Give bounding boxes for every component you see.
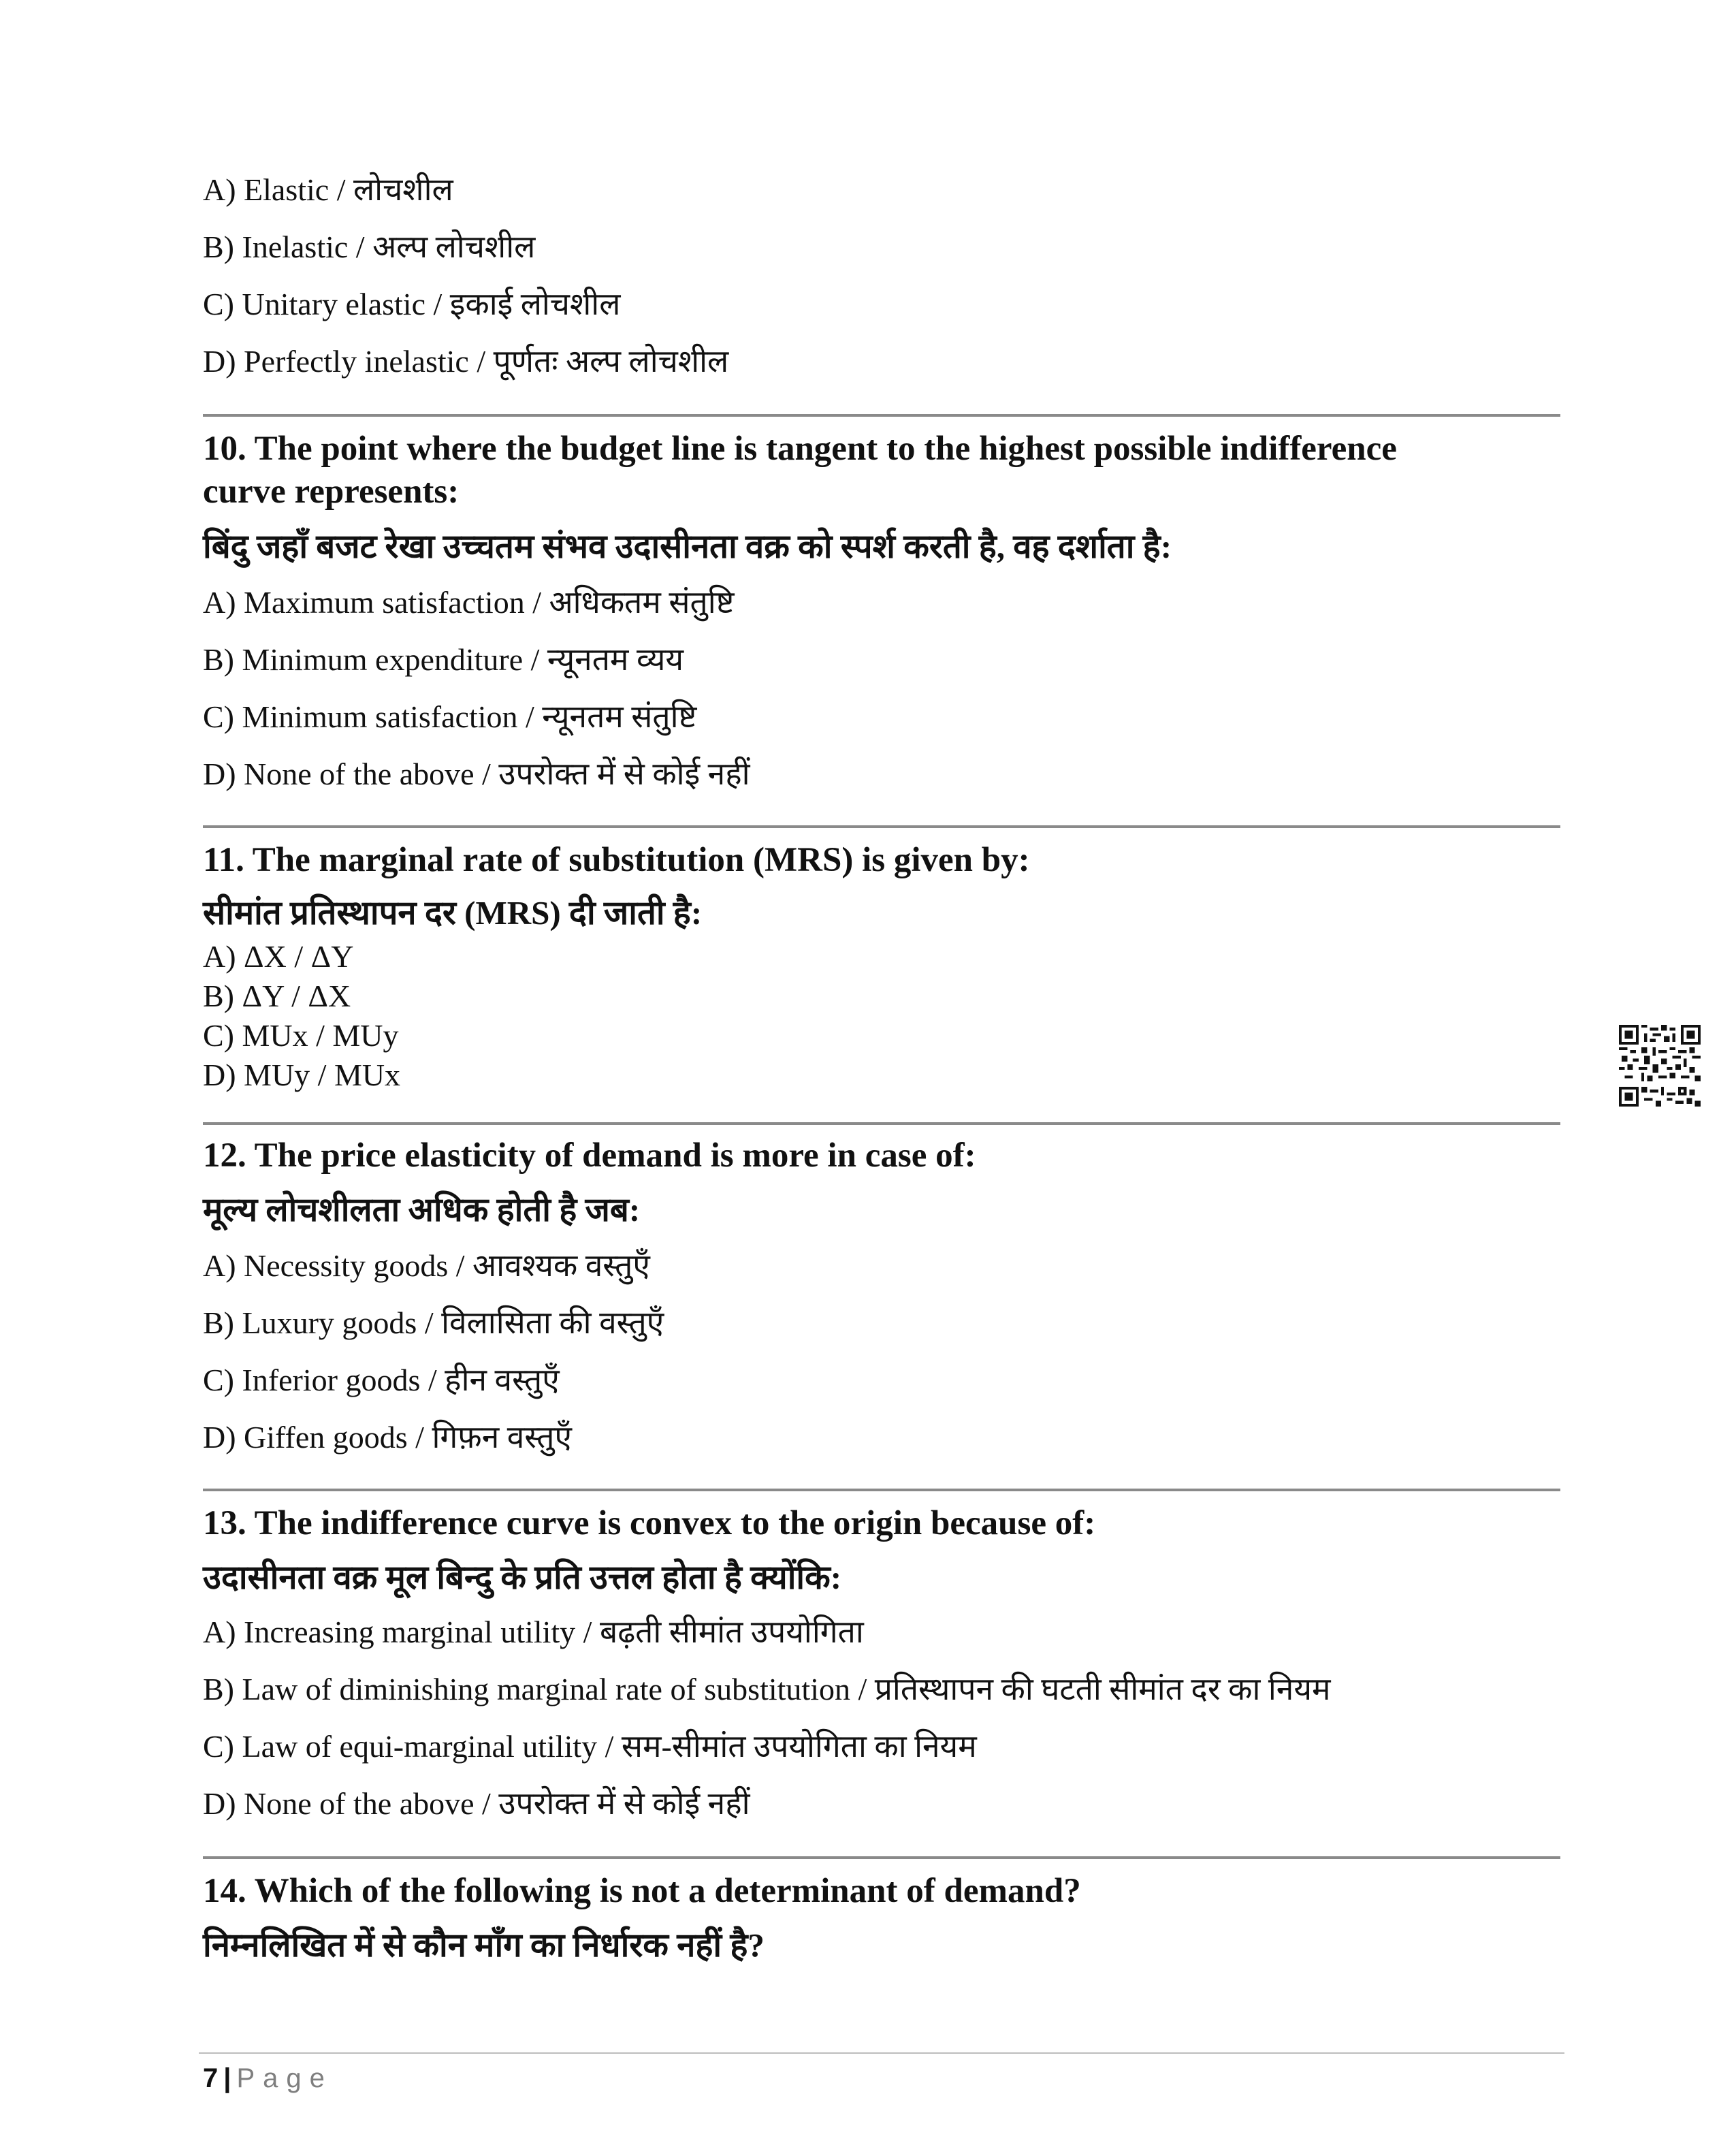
q10-option-b: B) Minimum expenditure / न्यूनतम व्यय — [203, 642, 684, 677]
q13-option-d: D) None of the above / उपरोक्त में से कोई नहीं — [203, 1786, 750, 1821]
q9-option-b: B) Inelastic / अल्प लोचशील — [203, 229, 536, 264]
q9-option-a: A) Elastic / लोचशील — [203, 172, 453, 207]
question-divider — [203, 1856, 1560, 1859]
q11-option-d: D) MUy / MUx — [203, 1058, 401, 1092]
page-label: Page — [236, 2063, 333, 2093]
question-divider — [203, 1489, 1560, 1491]
footer-separator: | — [223, 2063, 231, 2093]
page-number: 7 — [203, 2063, 219, 2093]
q10-title-line1: 10. The point where the budget line is tangent to the highest possible indifference — [203, 430, 1397, 468]
q10-option-a: A) Maximum satisfaction / अधिकतम संतुष्टि — [203, 585, 735, 620]
q9-option-d: D) Perfectly inelastic / पूर्णतः अल्प लोचशील — [203, 344, 729, 379]
qr-code-icon — [1619, 1025, 1701, 1107]
q12-option-a: A) Necessity goods / आवश्यक वस्तुएँ — [203, 1248, 650, 1283]
question-divider — [203, 825, 1560, 828]
q13-option-a: A) Increasing marginal utility / बढ़ती सीमांत उपयोगिता — [203, 1615, 864, 1649]
footer-divider — [199, 2052, 1564, 2054]
q13-title: 13. The indifference curve is convex to the origin because of: — [203, 1504, 1096, 1542]
q11-option-a: A) ΔX / ΔY — [203, 939, 354, 974]
q12-option-b: B) Luxury goods / विलासिता की वस्तुएँ — [203, 1305, 664, 1340]
q12-hindi: मूल्य लोचशीलता अधिक होती है जब: — [203, 1191, 641, 1228]
q13-option-b: B) Law of diminishing marginal rate of substitution / प्रतिस्थापन की घटती सीमांत दर का नियम — [203, 1672, 1331, 1706]
q10-option-d: D) None of the above / उपरोक्त में से कोई नहीं — [203, 757, 750, 791]
q11-title: 11. The marginal rate of substitution (MRS) is given by: — [203, 841, 1030, 879]
q12-title: 12. The price elasticity of demand is more in case of: — [203, 1137, 976, 1175]
q11-option-c: C) MUx / MUy — [203, 1018, 399, 1053]
q13-option-c: C) Law of equi-marginal utility / सम-सीमांत उपयोगिता का नियम — [203, 1729, 977, 1764]
q12-option-c: C) Inferior goods / हीन वस्तुएँ — [203, 1363, 560, 1397]
q13-hindi: उदासीनता वक्र मूल बिन्दु के प्रति उत्तल होता है क्योंकि: — [203, 1559, 842, 1596]
q12-option-d: D) Giffen goods / गिफ़न वस्तुएँ — [203, 1420, 572, 1455]
q9-option-c: C) Unitary elastic / इकाई लोचशील — [203, 287, 621, 321]
question-divider — [203, 1122, 1560, 1125]
q14-title: 14. Which of the following is not a determinant of demand? — [203, 1872, 1081, 1910]
q10-hindi: बिंदु जहाँ बजट रेखा उच्चतम संभव उदासीनता वक्र को स्पर्श करती है, वह दर्शाता है: — [203, 528, 1172, 565]
page-footer — [203, 2063, 333, 2094]
q10-title-line2: curve represents: — [203, 473, 460, 511]
q14-hindi: निम्नलिखित में से कौन माँग का निर्धारक नहीं है? — [203, 1926, 765, 1964]
q10-option-c: C) Minimum satisfaction / न्यूनतम संतुष्टि — [203, 699, 697, 734]
question-divider — [203, 414, 1560, 417]
q11-option-b: B) ΔY / ΔX — [203, 979, 351, 1013]
q11-hindi: सीमांत प्रतिस्थापन दर (MRS) दी जाती है: — [203, 894, 703, 932]
